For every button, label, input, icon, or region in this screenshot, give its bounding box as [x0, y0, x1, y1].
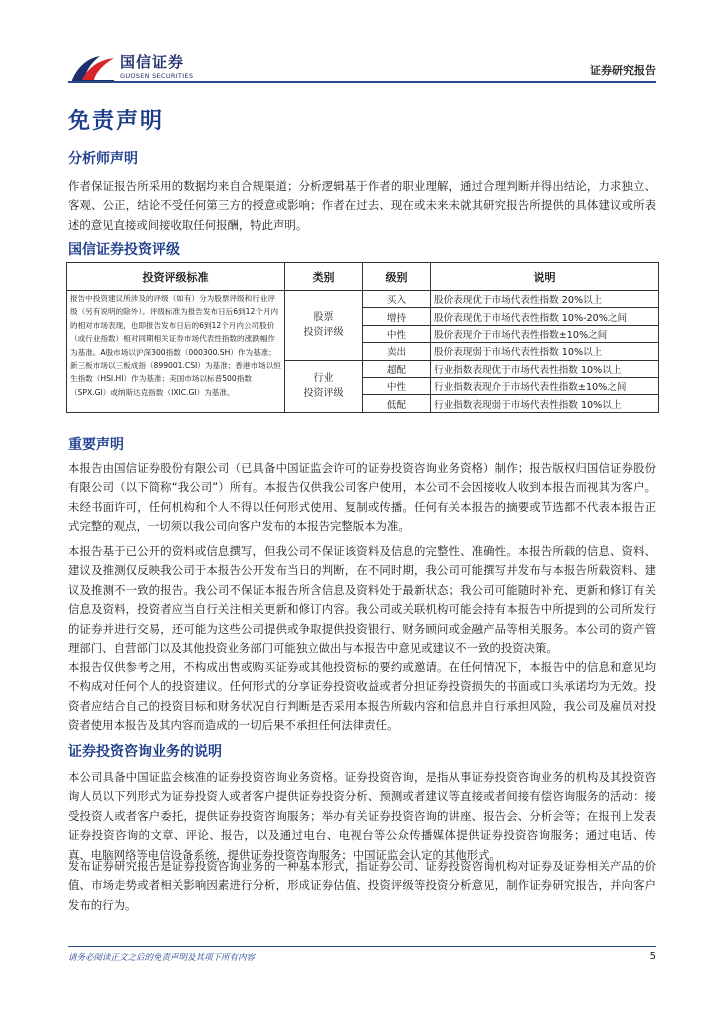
logo-english-name: GUOSEN SECURITIES: [120, 72, 194, 80]
report-type-label: 证券研究报告: [590, 64, 656, 77]
footer-disclaimer-note: 请务必阅读正文之后的免责声明及其项下所有内容: [68, 953, 256, 963]
rating-heading: 国信证券投资评级: [68, 242, 180, 258]
guosen-logo-icon: [70, 50, 116, 84]
rating-description: 股价表现弱于市场代表性指数 10%以上: [431, 343, 659, 360]
rating-level: 中性: [363, 377, 431, 394]
consulting-paragraph-1: 本公司具备中国证监会核准的证券投资咨询业务资格。证券投资咨询，是指从事证券投资咨询业务的机构及其投资咨询人员以下列形式为证券投资人或者客户提供证券投资分析、预测或者建议等直接或者间接有偿咨询服务的活动：接受投资人或者客户委托，提供证券投资咨询服务；举办有关证券投资咨询的讲座、报告会、分析会等；在报刊上发表证券投资咨询的文章、评论、报告，以及通过电台、电视台等公众传播媒体提供证券投资咨询服务；通过电话、传真、电脑网络等电信设备系统，提供证券投资咨询服务；中国证监会认定的其他形式。: [68, 770, 656, 862]
consulting-paragraph-2: 发布证券研究报告是证券投资咨询业务的一种基本形式，指证券公司、证券投资咨询机构对证券及证券相关产品的价值、市场走势或者相关影响因素进行分析，形成证券估值、投资评级等投资分析意见，制作证券研究报告，并向客户发布的行为。: [68, 859, 656, 912]
column-header-standard: 投资评级标准: [67, 263, 285, 291]
important-statement-heading: 重要声明: [68, 437, 124, 453]
rating-description: 股价表现优于市场代表性指数 20%以上: [431, 291, 659, 308]
page-number: 5: [649, 951, 656, 962]
rating-level: 超配: [363, 360, 431, 377]
rating-description: 股价表现介于市场代表性指数±10%之间: [431, 325, 659, 342]
guosen-logo: [70, 50, 200, 84]
footer-divider: [68, 946, 656, 947]
rating-level: 中性: [363, 325, 431, 342]
stock-rating-category: 股票 投资评级: [285, 291, 363, 361]
page-header: [0, 0, 724, 82]
industry-rating-category: 行业 投资评级: [285, 360, 363, 412]
rating-level: 低配: [363, 395, 431, 412]
header-divider: [68, 81, 656, 83]
rating-description: 股价表现优于市场代表性指数 10%-20%之间: [431, 308, 659, 325]
rating-table-header-row: [67, 263, 659, 291]
rating-level: 卖出: [363, 343, 431, 360]
rating-level: 增持: [363, 308, 431, 325]
column-header-description: 说明: [431, 263, 659, 291]
rating-table: [66, 262, 659, 413]
important-paragraph-3: 本报告仅供参考之用，不构成出售或购买证券或其他投资标的要约或邀请。在任何情况下，本报告中的信息和意见均不构成对任何个人的投资建议。任何形式的分享证券投资收益或者分担证券投资损失的书面或口头承诺均为无效。投资者应结合自己的投资目标和财务状况自行判断是否采用本报告所载内容和信息并自行承担风险，我公司及雇员对投资者使用本报告及其内容而造成的一切后果不承担任何法律责任。: [68, 660, 656, 733]
analyst-statement-body: 作者保证报告所采用的数据均来自合规渠道；分析逻辑基于作者的职业理解，通过合理判断并得出结论，力求独立、客观、公正，结论不受任何第三方的授意或影响；作者在过去、现在或未来未就其研究报告所提供的具体建议或所表述的意见直接或间接收取任何报酬，特此声明。: [68, 179, 656, 232]
consulting-heading: 证券投资咨询业务的说明: [68, 744, 222, 760]
table-row: [67, 291, 659, 308]
rating-standard-text: 报告中投资建议所涉及的评级（如有）分为股票评级和行业评级（另有说明的除外）。评级标准为报告发布日后6到12个月内的相对市场表现，也即报告发布日后的6到12个月内公司股价（或行业指数）相对同期相关证券市场代表性指数的涨跌幅作为基准。A股市场以沪深300指数（000300.SH）作为基准；新三板市场以三板成指（899001.CSI）为基准；香港市场以恒生指数（HSI.HI）作为基准；美国市场以标普500指数（SPX.GI）或纳斯达克指数（IXIC.GI）为基准。: [67, 291, 285, 413]
column-header-level: 级别: [363, 263, 431, 291]
analyst-statement-heading: 分析师声明: [68, 151, 138, 167]
rating-description: 行业指数表现介于市场代表性指数±10%之间: [431, 377, 659, 394]
rating-level: 买入: [363, 291, 431, 308]
rating-description: 行业指数表现弱于市场代表性指数 10%以上: [431, 395, 659, 412]
column-header-category: 类别: [285, 263, 363, 291]
rating-description: 行业指数表现优于市场代表性指数 10%以上: [431, 360, 659, 377]
important-paragraph-1: 本报告由国信证券股份有限公司（已具备中国证监会许可的证券投资咨询业务资格）制作；报告版权归国信证券股份有限公司（以下简称“我公司”）所有。本报告仅供我公司客户使用，本公司不会因接收人收到本报告而视其为客户。未经书面许可，任何机构和个人不得以任何形式使用、复制或传播。任何有关本报告的摘要或节选都不代表本报告正式完整的观点，一切须以我公司向客户发布的本报告完整版本为准。: [68, 461, 656, 534]
important-paragraph-2: 本报告基于已公开的资料或信息撰写，但我公司不保证该资料及信息的完整性、准确性。本报告所载的信息、资料、建议及推测仅反映我公司于本报告公开发布当日的判断，在不同时期，我公司可能撰写并发布与本报告所载资料、建议及推测不一致的报告。我公司不保证本报告所含信息及资料处于最新状态；我公司可能随时补充、更新和修订有关信息及资料，投资者应当自行关注相关更新和修订内容。我公司或关联机构可能会持有本报告中所提到的公司所发行的证券并进行交易，还可能为这些公司提供或争取提供投资银行、财务顾问或金融产品等相关服务。本公司的资产管理部门、自营部门以及其他投资业务部门可能独立做出与本报告中意见或建议不一致的投资决策。: [68, 544, 656, 656]
page-title: 免责声明: [68, 109, 165, 134]
logo-chinese-name: 国信证券: [120, 53, 185, 71]
